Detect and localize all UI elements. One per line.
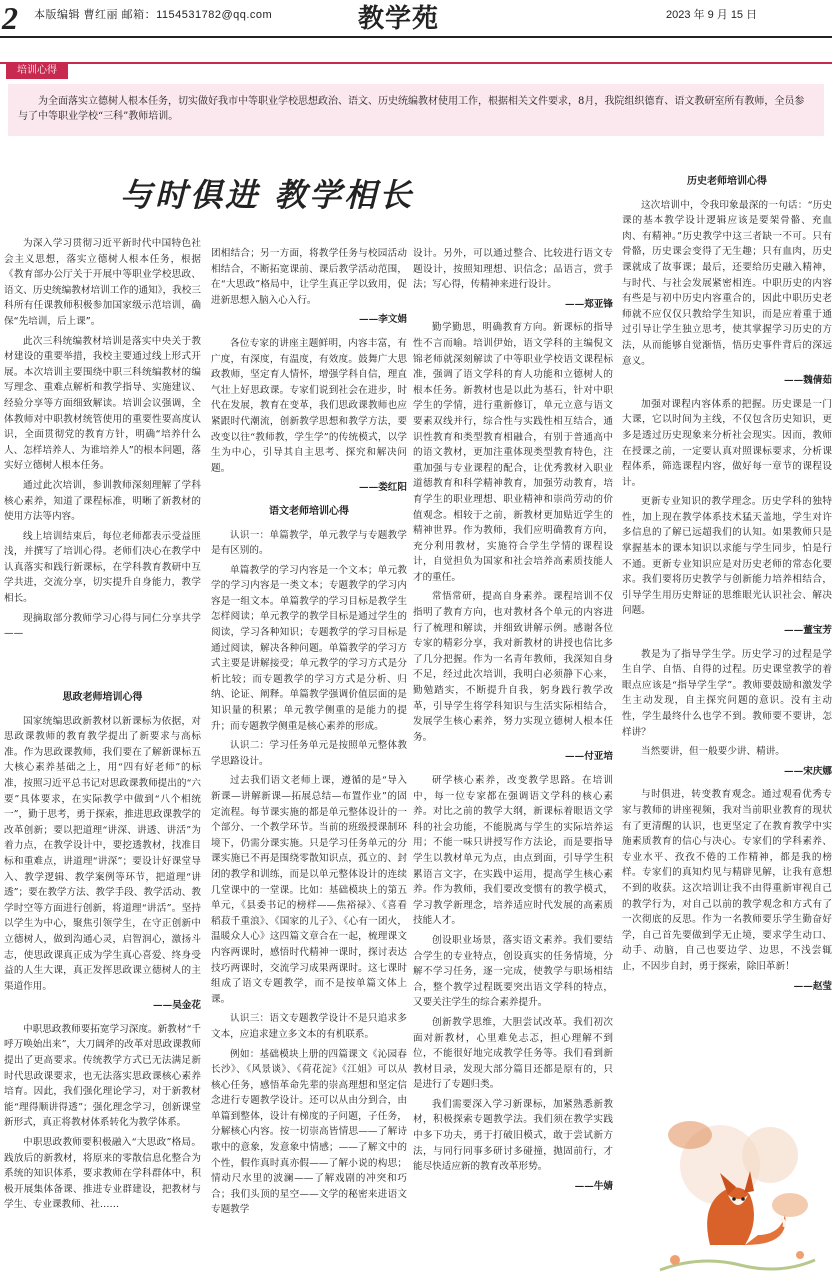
- author-signature: ——娄红阳: [359, 482, 407, 494]
- editor-meta: 本版编辑 曹红丽 邮箱：1154531782@qq.com: [34, 9, 273, 21]
- author-signature: ——郑亚锋: [565, 298, 613, 310]
- paragraph: 创新教学思维，大胆尝试改革。我们初次面对新教材，心里难免忐忑，担心理解不到位，不能很好地完成教学任务等。我们看到新教材目录，发现大部分篇目还都是原有的，只是进行了专题归类。: [413, 1016, 613, 1091]
- paragraph: 国家统编思政新教材以新课标为依据，对思政课教师的教育教学提出了新要求与高标准。作为思政课教师，我们要在了解新课标五大核心素养基础之上，用“四有好老师”的标准，按照习近平总书记对思政课教师提出的“六要”具体要求，在实际教学中做到“八个相统一”，勤于思考，勇于探索，推进思政课教学的改革创新；要以把道理“讲深、讲透、讲活”为着力点，在教学设计中，要挖透教材，找准目标和重难点，讲道理“讲深”；要设计好课堂导入、教学逻辑、教学案例等环节，把道理“讲透”；要在教学方法、教学手段、教学活动、教学时空等方面进行创新，将道理“讲活”。坚持以学生为中心，聚焦引领学生，在守正创新中立德树人，做到沟通心灵，启智润心，激扬斗志，使思政课真正成为学生真心喜爱、终身受益的人生大课，真正发挥思政课立德树人的主渠道作用。: [4, 715, 201, 992]
- paragraph: 我们需要深入学习新课标，加紧熟悉新教材，积极探索专题教学法。我们须在教学实践中多下功夫，勇于打破旧模式，敢于尝试新方法，与同行同事多研讨多碰撞，抛固前行，才能尽快适应新的教育改革形势。: [413, 1098, 613, 1173]
- author-signature: ——董宝芳: [784, 625, 832, 637]
- author-signature: ——吴金花: [153, 1000, 201, 1012]
- paragraph: 通过此次培训，参训教师深刻理解了学科核心素养，知道了课程标准，明晰了新教材的使用方法等内容。: [4, 479, 201, 523]
- paragraph: 与时俱进，转变教育观念。通过观看优秀专家与教师的讲座视频，我对当前职业教育的现状有了更清醒的认识，也更坚定了在教育教学中实施素质教育的信心与决心。专家们的学科素养、专业水平、孜孜不倦的工作精神，都是我的榜样。专家们的真知灼见与精辟见解，让我有意想不到的收获。这次培训让我不由得重新审视自己的教学行为，对自己以前的教学观念和方式有了一次彻底的反思。作为一名教师要乐学生勤奋好学，自己首先要做到学无止境，要求学生动口、动手、动脑，自己也要边学、边思，不浅尝辄止，不因步自封，勇于探索，除旧革新！: [622, 789, 832, 972]
- paragraph: 此次三科统编教材培训是落实中央关于教材建设的重要举措，我校主要通过线上形式开展。本次培训主要围绕中职三科统编教材的编写理念、重难点解析和教学指导、实施建议、经验分享等方面细致解读。培训会议强调，全体教师对中职教材统管使用的重要性要高度认识，全面贯彻党的教育方针，明确“培养什么人、怎样培养人、为谁培养人”的根本问题，落实好立德树人根本任务。: [4, 335, 201, 472]
- paragraph: 线上培训结束后，每位老师都表示受益匪浅，并撰写了培训心得。老师们决心在教学中认真落实和践行新课标，在学科教育教研中互学共进，交流分享，切实提升自身能力，教学相长。: [4, 530, 201, 605]
- paragraph: 教是为了指导学生学。历史学习的过程是学生自学、自悟、自得的过程。历史课堂教学的着眼点应该是“指导学生学”。教师要鼓励和激发学生主动发现，自主探究问题的意识。没有主动性，学生最终什么也学不到。教师要不要讲，怎样讲？: [622, 648, 832, 738]
- paragraph: 当然要讲，但一般要少讲、精讲。: [641, 746, 785, 758]
- paragraph: 加强对课程内容体系的把握。历史课是一门大课，它以时间为主线，不仅包含历史知识，更多是透过历史现象来分析社会现实。因而，教师在授课之前，一定要认真对照课标要求，分析课程体系，筛选课程内容，做好每一章节的课程设计。: [622, 398, 832, 488]
- author-signature: ——宋庆娜: [784, 765, 832, 777]
- paragraph: 中职思政教师要积极融入“大思政”格局。践放后的新教材，将原来的零散信息化整合为系统的知识体系，要求教师在学科群体中，积极开展集体备课、推进专业群建设，把教材与学生、专业课教师、社……: [4, 1137, 201, 1211]
- issue-date: 2023 年 9 月 15 日: [666, 9, 758, 21]
- subtitle-politics: 思政老师培训心得: [62, 692, 143, 703]
- subtitle-history: 历史老师培训心得: [687, 176, 767, 187]
- paragraph: 例如：基础模块上册的四篇课文《沁园春长沙》、《风景谈》、《荷花淀》《江姐》可以从核心任务，感悟革命先辈的崇高理想和坚定信念进行专题教学设计。还可以从由分到合，由单篇到整体，设计有梯度的子问题，子任务，分解核心内容。按一切崇高皆情思——了解诗歌中的意象，发意象中情感；——了解文中的个性，假作真时真亦假——了解小说的构思；情动尺水里的波澜——了解戏剧的冲突和巧合；我们头顶的星空——文学的秘密来进语文专题教学: [211, 1048, 407, 1216]
- column-2: [211, 246, 407, 1287]
- paragraph: 常悟常研，提高自身素养。课程培训不仅指明了教育方向，也对教材各个单元的内容进行了梳理和解读，并细致讲解示例。感谢各位专家的精彩分享，我对新教材的讲授也信比多了几分把握。作为一名青年教师，我深知自身不足，经过此次培训，我明白必须静下心来，勤勉踏实，不断提升自我，躬身践行教学改革，引导学生将学科知识与生活实际相结合，发展学生核心素养，努力实现立德树人根本任务。: [413, 591, 613, 743]
- column-3: [413, 246, 613, 1287]
- paragraph: 单篇教学的学习内容是一个文本；单元教学的学习内容是一类文本；专题教学的学习内容是一组文本。单篇教学的学习目标是教学生怎样阅读；单元教学的教学目标是通过学生的阅读，学习各种知识；专题教学的学习目标是通过阅读，解决各种问题。单篇教学的学习方式主要是讲解接受；单元教学的学习方式是分析比较；而专题教学的学习方式是分析、归纳、论证、阐释。单篇教学强调价值层面的是知识量的积累；单元教学侧重的是能力的提升；而专题教学侧重是核心素养的形成。: [211, 564, 407, 732]
- author-signature: ——魏倩茹: [784, 375, 832, 387]
- author-signature: ——牛婧: [574, 1180, 613, 1192]
- paragraph: 设计。另外，可以通过整合、比较进行语文专题设计，按照知理想、识信念；品语言，赏手法；写心得，传精神来进行设计。: [413, 248, 613, 291]
- page-number: 2: [2, 0, 18, 36]
- paragraph: 各位专家的讲座主题鲜明，内容丰富，有广度，有深度，有温度，有效度。鼓舞广大思政教师，坚定育人情怀，增强学科自信，理直气壮上好思政课。专家们说到社会在进步，时代在发展，教育在变革，我们思政课教师也应紧跟时代潮流，创新教学思想和教学方法，要改变以往“教师教，学生学”的传统模式，以学生为中心，引导其自主思考、探究和解决问题。: [211, 337, 407, 474]
- paragraph: 创设职业场景，落实语文素养。我们要结合学生的专业特点，创设真实的任务情境，分解不学习任务，逐一完成，使教学与职场相结合，整个教学过程既要突出语文学科的特点，又要关注学生的综合素养提升。: [413, 934, 613, 1009]
- header-rule: [0, 36, 832, 38]
- paragraph: 中职思政教师要拓宽学习深度。新教材“千呼万唤始出来”，大刀阔斧的改革对思政课教师提出了更高要求。传统教学方式已无法满足新时代思政课要求，也无法落实思政课核心素养培育。因此，我们强化理论学习，对于新教材能“理得顺讲得透”；强化理念学习，创新课堂新形式，真正将教材体系转化为教学体系。: [4, 1023, 201, 1129]
- paragraph: 现摘取部分教师学习心得与同仁分享共学——: [4, 612, 201, 640]
- paragraph: 勤学勤思，明确教育方向。新课标的指导性不言而喻。培训伊始，语文学科的主编倪文锦老师就深刻解读了中等职业学校语文课程标准，强调了语文学科的育人功能和立德树人的根本任务。新教材也是以此为基石，针对中职学生的学情，进行重新修订，单元立意与语文要素双线并行，综合性与实践性相互结合，通识性教育和类型教育相融合，有别于普通高中的语文教材，更加注重体现类型教育特色，注重加强与专业课程的配合，让优秀教材入职业道德教育和科学精神教育，加强劳动教育，培育学生的职业理想、职业精神和崇尚劳动的价值观念。相较于之前，新教材更加贴近学生的精神世界。作为教师，我们应明确教育方向，充分利用教材，实施符合学生学情的课程设计，自觉担负为国家和社会培养高素质技能人才的重任。: [413, 322, 613, 583]
- column-1-intro: [4, 236, 201, 676]
- paragraph: 过去我们语文老师上课，遵循的是“导入新课—讲解新课—拓展总结—布置作业”的固定流程。每节课实施的都是单元整体设计的一个部分、一个教学环节。当前的班级授课制环境下，仍需分课实施。只是学习任务单元的分课实施已不再是围绕零散知识点，孤立的、封闭的教学和训练，而是以单元整体设计的连续几堂课中的一堂课。比如：基础模块上的第五单元，《县委书记的榜样——焦裕禄》、《喜看稻菽千重浪》、《国家的儿子》、《心有一团火，温暖众人心》这四篇文章合在一起，梳理课文内容两课时，感悟时代精神一课时，探讨表达技巧两课时，交流学习成果两课时。这七课时组成了语文专题教学，而不是按单篇文体上课。: [211, 775, 407, 1005]
- intro-text: 为全面落实立德树人根本任务，切实做好我市中等职业学校思想政治、语文、历史统编教材使用工作，根据相关文件要求，8月，我院组织德育、语文教研室所有教师，全员参与了中等职业学校“三科”教师培训。: [18, 96, 805, 122]
- paragraph: 为深入学习贯彻习近平新时代中国特色社会主义思想，落实立德树人根本任务，根据《教育部办公厅关于开展中等职业学校思政、语文、历史统编教材培训工作的通知》，我校三科所有任课教师积极参加国家级示范培训，确保“先培训，后上课”。: [4, 238, 201, 327]
- paragraph: 这次培训中，令我印象最深的一句话：“历史课的基本教学设计逻辑应该是要架骨骼、充血肉、有精神。”历史教学中这三者缺一不可。只有骨骼，历史课会变得了无生趣；只有血肉，历史课就成了故事课；最后，还要给历史融入精神，与时代、与社会发展紧密相连。中职历史的内容有些是与初中历史内容重合的，因此中职历史老师就不应仅仅只教给学生知识，而是应着重于通过引导让学生独立思考，使其掌握学习历史的方法，从而能够自觉渐悟，悟历史事件背后的深远意义。: [622, 199, 832, 367]
- subtitle-chinese: 语文老师培训心得: [269, 505, 349, 517]
- paragraph: 更新专业知识的教学理念。历史学科的独特性，加上现在教学体系技术猛天盖地，学生对许多信息的了解已远超我们的认知。如果教师只是掌握基本的课本知识以求能与学生同步，怕是行不通。更新专业知识应是对历史老师的常态化要求。我们要将历史教学与创新能力培养相结合，引导学生用历史辩证的思维眼光认识社会、解决问题。: [622, 496, 832, 617]
- section-label: 培训心得: [6, 62, 68, 79]
- page-title: 教学苑: [358, 4, 440, 34]
- paragraph: 团相结合；另一方面，将教学任务与校园活动相结合，不断拓宽课前、课后教学活动范围，在“大思政”格局中，让学生真正学以致用，促进新思想入脑入心入行。: [211, 248, 407, 306]
- author-signature: ——李文娟: [359, 314, 407, 326]
- column-4-history: [622, 168, 832, 992]
- section-bar: [0, 62, 832, 64]
- paragraph: 认识一：单篇教学，单元教学与专题教学是有区别的。: [211, 529, 407, 557]
- paragraph: 研学核心素养，改变教学思路。在培训中，每一位专家都在强调语文学科的核心素养。对比之前的教学大纲，新课标着眼语文学科的社会功能，不能脱离与学生的实际培养运用；不能一味只讲授写作方法论，而是要指导学生以教材单元为点，由点到面，引导学生积累语言文字，在实践中运用，提高学生核心素养。作为教师，我们要改变惯有的教学模式，学习教学新理念，培养适应时代发展的高素质技能人才。: [413, 775, 613, 927]
- author-signature: ——赵莹: [793, 980, 832, 992]
- article-title: 与时俱进 教学相长: [120, 176, 415, 214]
- paragraph: 认识三：语文专题教学设计不是只追求多文本，应追求建立多文本的有机联系。: [211, 1013, 407, 1040]
- column-1-politics: [4, 684, 201, 1287]
- author-signature: ——付亚培: [565, 751, 613, 763]
- paragraph: 认识二：学习任务单元是按照单元整体教学思路设计。: [211, 740, 407, 767]
- fox-illustration: [640, 1095, 825, 1280]
